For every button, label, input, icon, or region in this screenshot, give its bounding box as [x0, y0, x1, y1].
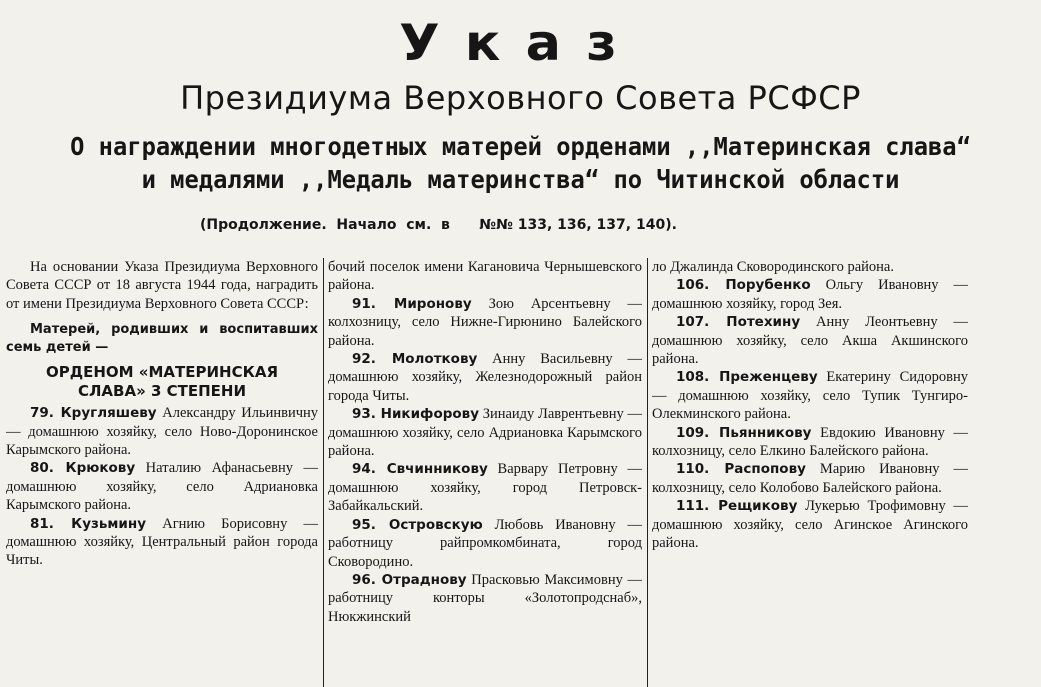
decree-issuer: Президиума Верховного Совета РСФСР [180, 79, 861, 117]
mothers-heading: Матерей, родивших и воспитавших семь детей — [6, 322, 318, 356]
entry-text: Анну Васильевну — домашнюю хозяйку, Железнодорожный район города Читы. [328, 351, 642, 404]
intro-paragraph: На основании Указа Президиума Верховного Совета СССР от 18 августа 1944 года, наградить от имени Президиума Верховного Совета СССР: [6, 259, 318, 312]
continued-text: бочий поселок имени Кагановича Чернышевского района. [328, 259, 642, 294]
continuation-note: (Продолжение. Начало см. в №№ 133, 136, 137, 140). [200, 217, 677, 233]
entry-text: Лукерью Трофимовну — домашнюю хозяйку, село Агинское Агинского района. [652, 498, 968, 552]
column-3 [652, 258, 968, 687]
entry-name: 107. Потехину [676, 314, 801, 331]
decree-topic-line-2: и медалями ,,Медаль материнства“ по Читинской области [141, 165, 900, 194]
decree-topic [26, 130, 1015, 196]
entry-text: Агнию Борисовну — домашнюю хозяйку, Центральный район города Читы. [6, 515, 318, 569]
entry-text: Александру Ильинвичну — домашнюю хозяйку, село Ново-Доронинское Карымского района. [6, 405, 318, 459]
column-1 [6, 258, 318, 687]
entry-text: Зою Арсентьевну —колхозницу, село Нижне-Гирюнино Балейского района. [328, 295, 642, 349]
list-item [328, 405, 642, 460]
entry-name: 106. Порубенко [676, 277, 811, 294]
list-item [652, 313, 968, 368]
entry-name: 81. Кузьмину [30, 515, 147, 532]
list-item [6, 515, 318, 570]
entry-text: Марию Ивановну — колхозницу, село Колобово Балейского района. [652, 461, 968, 496]
list-item [6, 404, 318, 459]
entry-text: Варвару Петровну — домашнюю хозяйку, город Петровск-Забайкальский. [328, 461, 642, 515]
list-item [328, 295, 642, 350]
entry-text: Зинаиду Лаврентьевну — домашнюю хозяйку, село Адриановка Карымского района. [328, 406, 642, 460]
list-item [328, 350, 642, 405]
entry-name: 96. Отраднову [352, 571, 467, 588]
list-item [652, 497, 968, 552]
decree-title: Указ [399, 14, 642, 72]
column-2 [328, 258, 642, 687]
list-item [6, 459, 318, 514]
entry-name: 94. Свчинникову [352, 461, 488, 478]
list-item [652, 276, 968, 313]
entry-name: 79. Кругляшеву [30, 405, 157, 422]
order-heading [6, 363, 318, 401]
entry-text: Ольгу Ивановну — домашнюю хозяйку, город Зея. [652, 277, 968, 312]
order-heading-line-2: СЛАВА» 3 СТЕПЕНИ [77, 382, 247, 401]
entry-name: 109. Пьянникову [676, 424, 812, 441]
entry-name: 95. Островскую [352, 516, 483, 533]
list-item [652, 460, 968, 497]
column-divider-2 [647, 258, 648, 687]
list-item [328, 516, 642, 571]
entry-name: 93. Никифорову [352, 406, 480, 423]
list-item [328, 460, 642, 515]
entry-name: 91. Миронову [352, 295, 472, 312]
entry-name: 108. Преженцеву [676, 369, 818, 386]
list-item [652, 424, 968, 461]
entry-name: 92. Молоткову [352, 351, 478, 368]
column-divider-1 [323, 258, 324, 687]
continued-text: ло Джалинда Сковородинского района. [652, 259, 894, 275]
entry-text: Любовь Ивановну — работницу райпромкомбината, город Сковородино. [328, 516, 642, 570]
list-item [328, 571, 642, 626]
entry-name: 110. Распопову [676, 461, 806, 478]
entry-text: Прасковью Максимовну — работницу конторы «Золотопродснаб», Нюкжинский [328, 571, 642, 625]
entry-text: Анну Леонтьевну — домашнюю хозяйку, село Акша Акшинского района. [652, 314, 968, 368]
decree-topic-line-1: О награждении многодетных матерей орденами ,,Материнская слава“ [70, 132, 971, 161]
entry-name: 111. Рещикову [676, 498, 798, 515]
entry-name: 80. Крюкову [30, 460, 136, 477]
entry-text: Екатерину Сидоровну — домашнюю хозяйку, село Тупик Тунгиро-Олекминского района. [652, 369, 968, 423]
order-heading-line-1: ОРДЕНОМ «МАТЕРИНСКАЯ [45, 363, 279, 382]
entry-text: Евдокию Ивановну — колхозницу, село Елкино Балейского района. [652, 424, 968, 460]
list-item [652, 368, 968, 423]
entry-text: Наталию Афанасьевну — домашнюю хозяйку, село Адриановка Карымского района. [6, 460, 318, 514]
